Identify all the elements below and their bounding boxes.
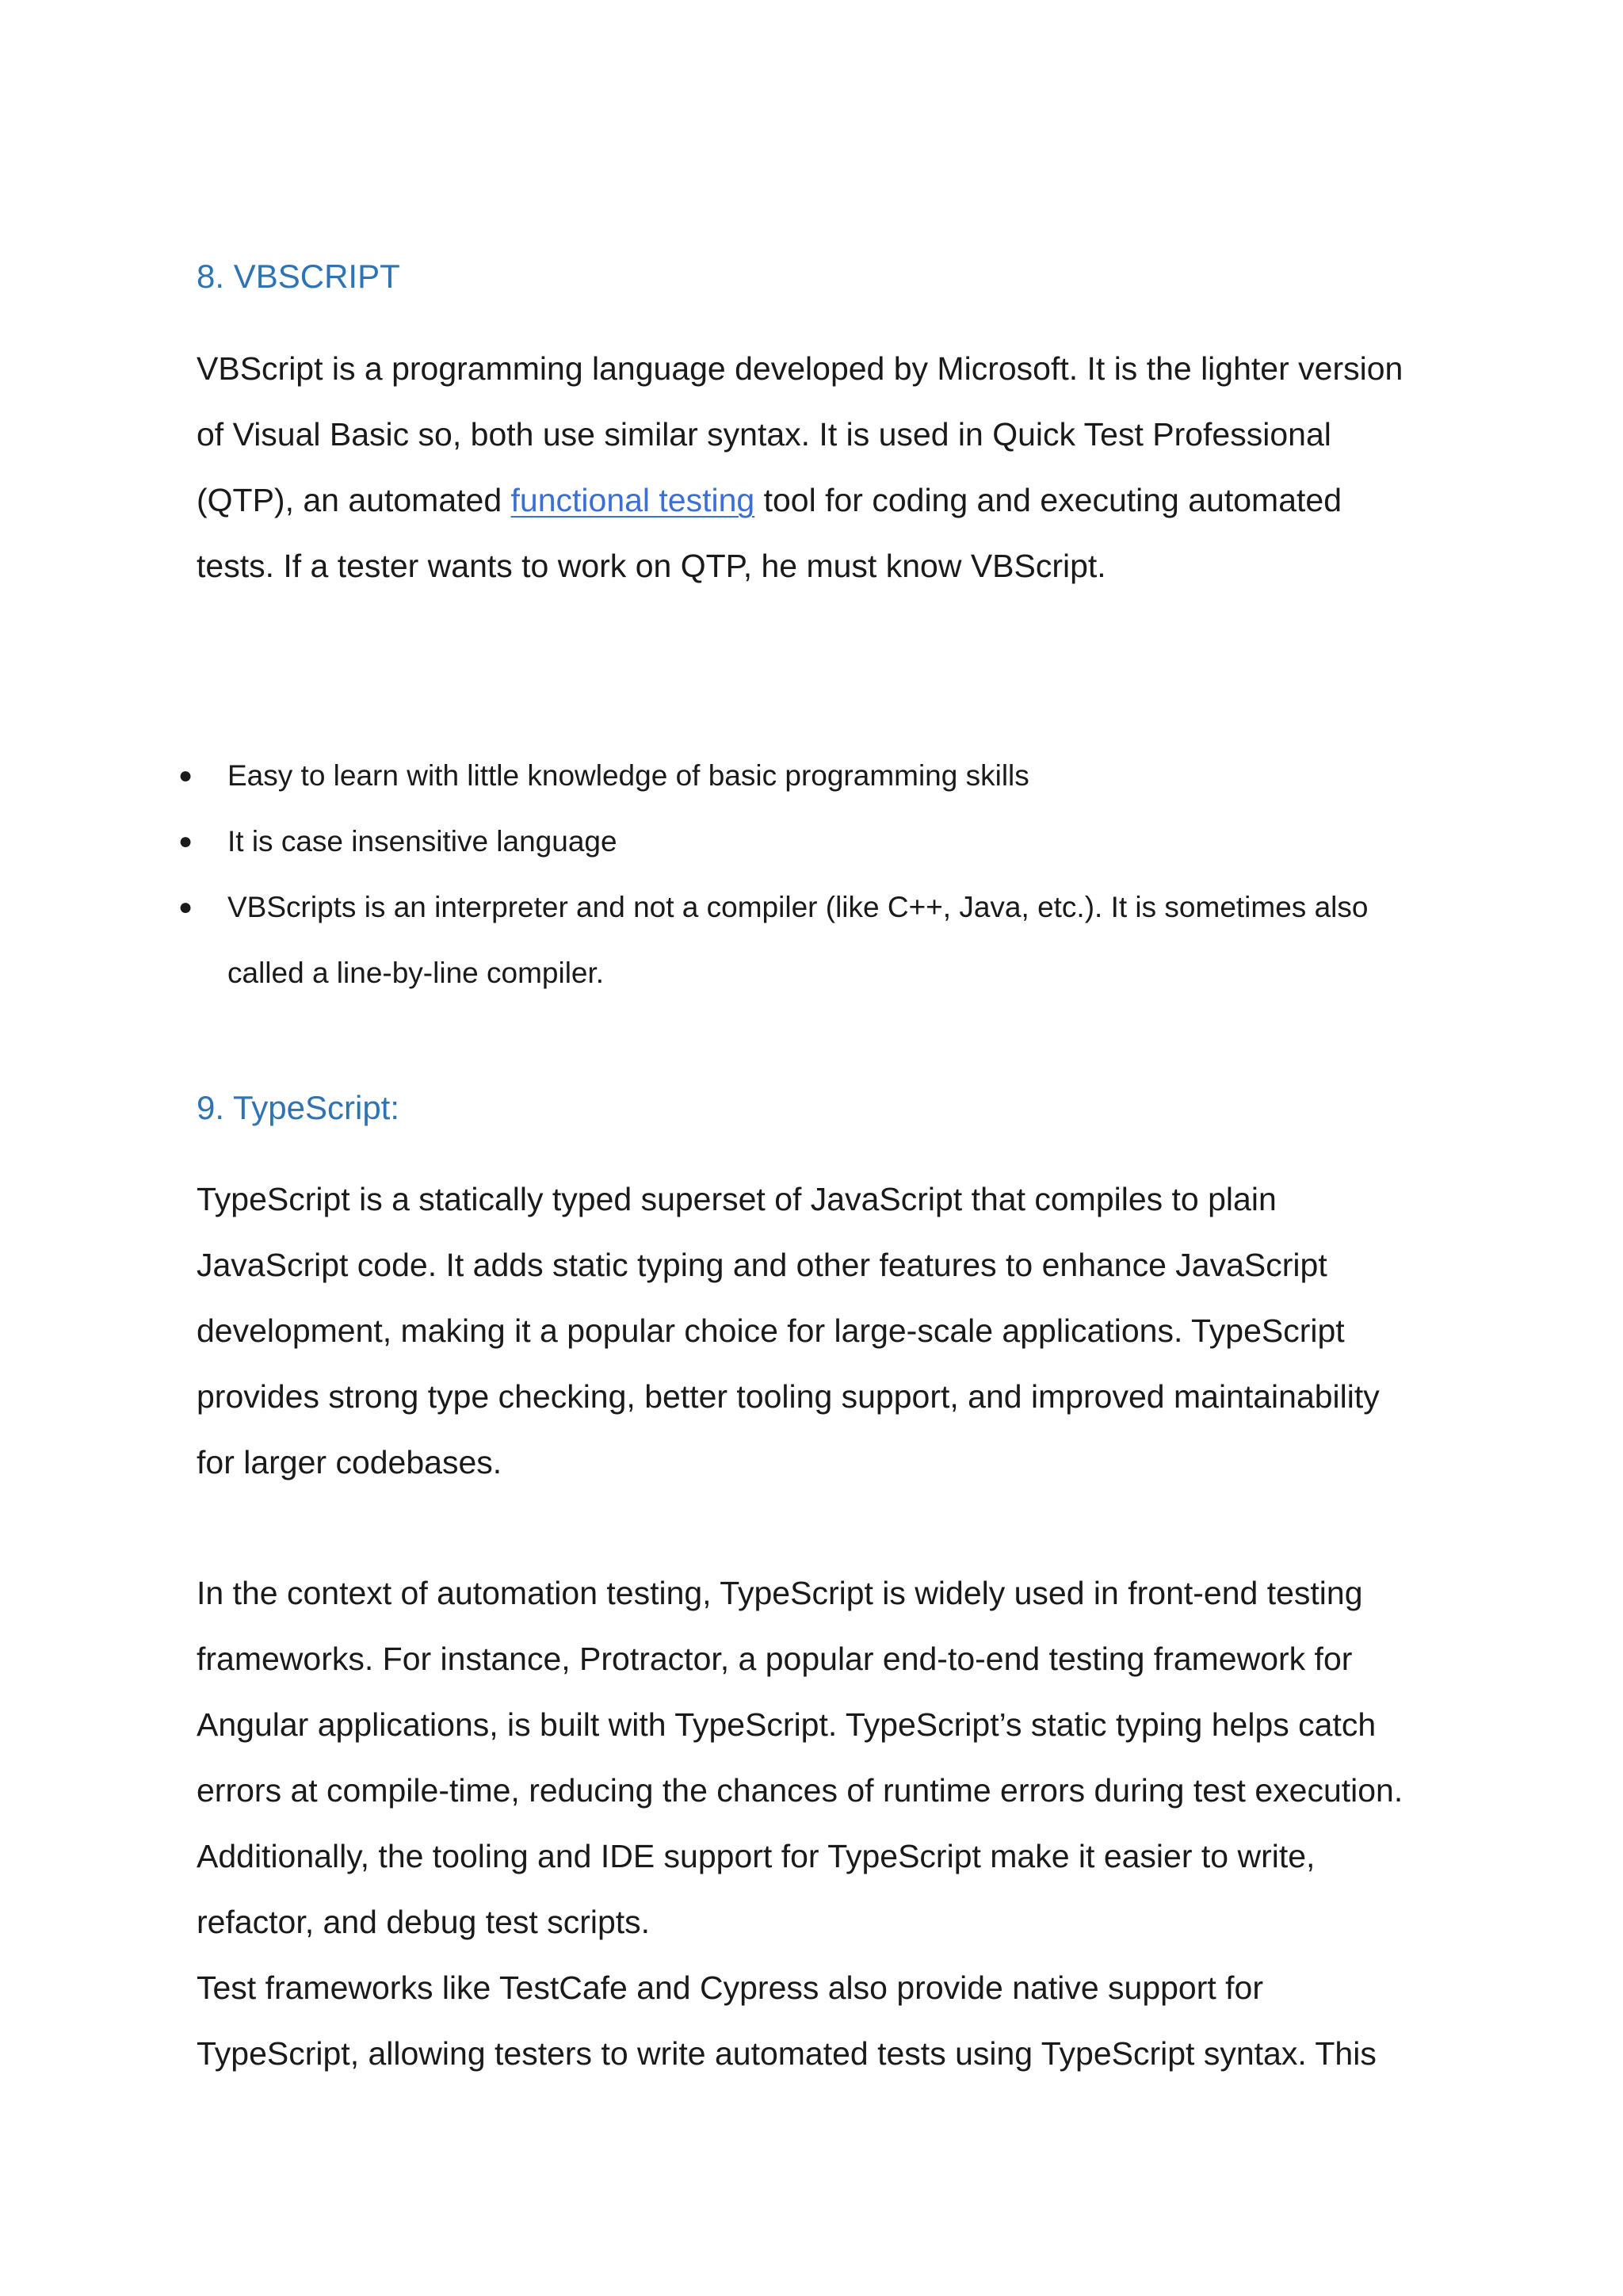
list-item-line: called a line-by-line compiler. bbox=[227, 957, 605, 989]
paragraph-text: (QTP), an automated bbox=[197, 482, 511, 518]
paragraph-line: Test frameworks like TestCafe and Cypress also provide native support for bbox=[197, 1969, 1264, 2006]
list-item-text bbox=[227, 874, 1368, 1006]
list-item-text bbox=[227, 743, 1029, 808]
paragraph-line: for larger codebases. bbox=[197, 1444, 502, 1480]
list-item-line: VBScripts is an interpreter and not a compiler (like C++, Java, etc.). It is sometimes also bbox=[227, 891, 1369, 923]
paragraph-line: In the context of automation testing, TypeScript is widely used in front-end testing bbox=[197, 1575, 1363, 1611]
bullet-dot-icon: ● bbox=[178, 894, 193, 920]
paragraph-line bbox=[197, 468, 1433, 533]
list-item bbox=[0, 743, 1623, 808]
vbscript-feature-list bbox=[0, 743, 1623, 1006]
paragraph-line: Additionally, the tooling and IDE support for TypeScript make it easier to write, bbox=[197, 1838, 1316, 1874]
paragraph-line: tests. If a tester wants to work on QTP, he must know VBScript. bbox=[197, 548, 1106, 584]
list-item bbox=[0, 808, 1623, 874]
paragraph-line: refactor, and debug test scripts. bbox=[197, 1904, 651, 1940]
paragraph-line: VBScript is a programming language developed by Microsoft. It is the lighter version bbox=[197, 350, 1403, 387]
list-item-line: Easy to learn with little knowledge of basic programming skills bbox=[227, 759, 1029, 792]
paragraph-line: TypeScript, allowing testers to write automated tests using TypeScript syntax. This bbox=[197, 2035, 1377, 2072]
functional-testing-link[interactable]: functional testing bbox=[510, 482, 755, 518]
section-heading-vbscript: 8. VBSCRIPT bbox=[197, 258, 400, 295]
paragraph-line: JavaScript code. It adds static typing and other features to enhance JavaScript bbox=[197, 1247, 1327, 1283]
section-heading-typescript: 9. TypeScript: bbox=[197, 1089, 400, 1126]
paragraph-line: errors at compile-time, reducing the chances of runtime errors during test execution. bbox=[197, 1772, 1403, 1809]
paragraph-line: development, making it a popular choice for large-scale applications. TypeScript bbox=[197, 1312, 1345, 1349]
paragraph-line: provides strong type checking, better tooling support, and improved maintainability bbox=[197, 1378, 1380, 1415]
vbscript-paragraph bbox=[197, 336, 1433, 599]
paragraph-text: tool for coding and executing automated bbox=[754, 482, 1342, 518]
bullet-dot-icon: ● bbox=[178, 828, 193, 854]
list-item-line: It is case insensitive language bbox=[227, 825, 617, 858]
list-item-text bbox=[227, 808, 617, 874]
typescript-paragraph-2 bbox=[197, 1561, 1433, 2087]
paragraph-line: of Visual Basic so, both use similar syntax. It is used in Quick Test Professional bbox=[197, 416, 1331, 453]
typescript-paragraph-1 bbox=[197, 1167, 1433, 1496]
list-item bbox=[0, 874, 1623, 1006]
paragraph-line: TypeScript is a statically typed superset of JavaScript that compiles to plain bbox=[197, 1181, 1277, 1217]
paragraph-line: Angular applications, is built with TypeScript. TypeScript’s static typing helps catch bbox=[197, 1706, 1377, 1743]
bullet-dot-icon: ● bbox=[178, 762, 193, 789]
paragraph-line: frameworks. For instance, Protractor, a popular end-to-end testing framework for bbox=[197, 1641, 1353, 1677]
